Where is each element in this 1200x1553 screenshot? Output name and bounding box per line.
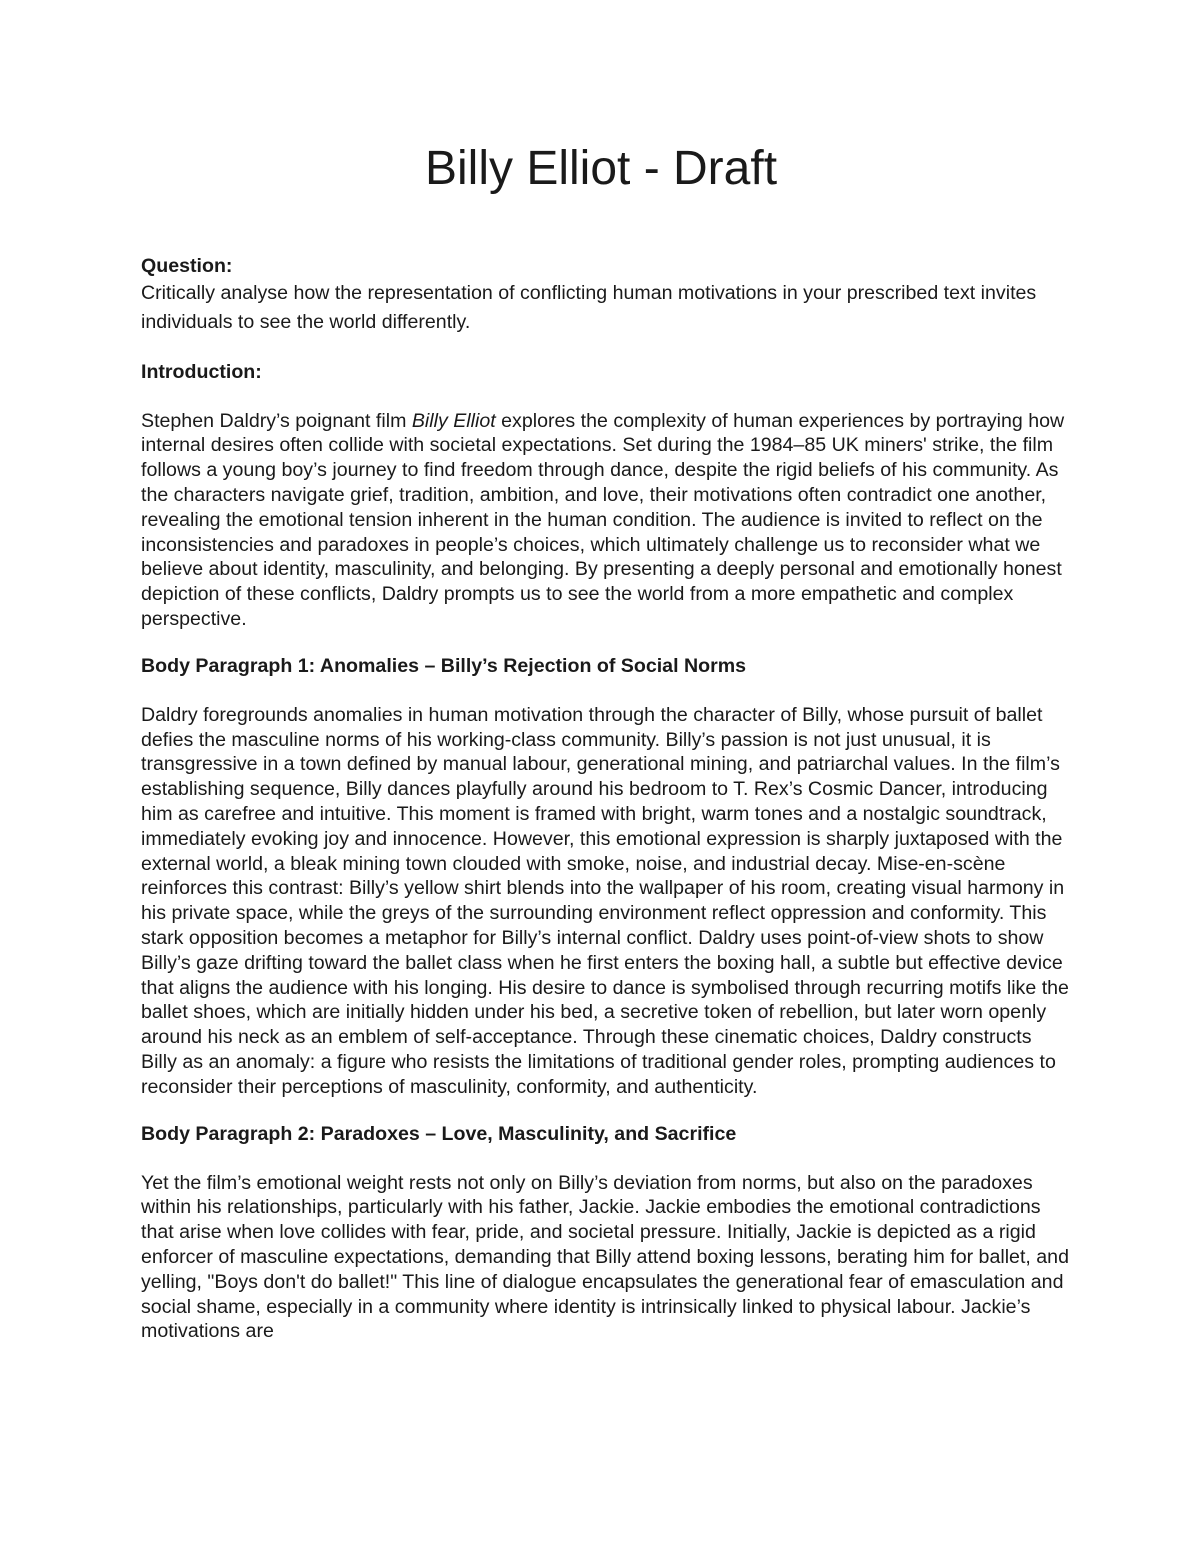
body-paragraph-2-heading: Body Paragraph 2: Paradoxes – Love, Masculinity, and Sacrifice — [141, 1122, 737, 1145]
body-paragraph-1-heading: Body Paragraph 1: Anomalies – Billy’s Rejection of Social Norms — [141, 654, 747, 677]
question-label: Question: — [141, 254, 233, 277]
intro-text-rest: explores the complexity of human experiences by portraying how internal desires often collide with societal expectations. Set during the 1984–85 UK miners' strike, the film follows a young boy’s journey to find freedom through dance, despite the rigid beliefs of his community. As the characters navigate grief, tradition, ambition, and love, their motivations often contradict one another, revealing the emotional tension inherent in the human condition. The audience is invited to reflect on the inconsistencies and paradoxes in people’s choices, which ultimately challenge us to reconsider what we believe about identity, masculinity, and belonging. By presenting a deeply personal and emotionally honest depiction of these conflicts, Daldry prompts us to see the world from a more empathetic and complex perspective. — [141, 409, 1065, 630]
body-paragraph-1: Daldry foregrounds anomalies in human motivation through the character of Billy, whose pursuit of ballet defies the masculine norms of his working-class community. Billy’s passion is not just unusual, it is transgressive in a town defined by manual labour, generational mining, and patriarchal values. In the film’s establishing sequence, Billy dances playfully around his bedroom to T. Rex’s Cosmic Dancer, introducing him as carefree and intuitive. This moment is framed with bright, warm tones and a nostalgic soundtrack, immediately evoking joy and innocence. However, this emotional expression is sharply juxtaposed with the external world, a bleak mining town clouded with smoke, noise, and industrial decay. Mise-en-scène reinforces this contrast: Billy’s yellow shirt blends into the wallpaper of his room, creating visual harmony in his private space, while the greys of the surrounding environment reflect oppression and conformity. This stark opposition becomes a metaphor for Billy’s internal conflict. Daldry uses point-of-view shots to show Billy’s gaze drifting toward the ballet class when he first enters the boxing hall, a subtle but effective device that aligns the audience with his longing. His desire to dance is symbolised through recurring motifs like the ballet shoes, which are initially hidden under his bed, a secretive token of rebellion, but later worn openly around his neck as an emblem of self-acceptance. Through these cinematic choices, Daldry constructs Billy as an anomaly: a figure who resists the limitations of traditional gender roles, prompting audiences to reconsider their perceptions of masculinity, conformity, and authenticity. — [141, 703, 1069, 1098]
introduction-label: Introduction: — [141, 360, 262, 383]
question-text: Critically analyse how the representation of conflicting human motivations in your prescribed text invites individuals to see the world differently. — [141, 281, 1037, 333]
page-title: Billy Elliot - Draft — [424, 142, 778, 195]
document-body — [141, 140, 1071, 1344]
film-title-italic: Billy Elliot — [411, 409, 496, 432]
intro-text-start: Stephen Daldry’s poignant film — [141, 409, 412, 432]
body-paragraph-2: Yet the film’s emotional weight rests not only on Billy’s deviation from norms, but also on the paradoxes within his relationships, particularly with his father, Jackie. Jackie embodies the emotional contradictions that arise when love collides with fear, pride, and societal pressure. Initially, Jackie is depicted as a rigid enforcer of masculine expectations, demanding that Billy attend boxing lessons, berating him for ballet, and yelling, "Boys don't do ballet!" This line of dialogue encapsulates the generational fear of emasculation and social shame, especially in a community where identity is intrinsically linked to physical labour. Jackie’s motivations are — [141, 1171, 1069, 1343]
introduction-paragraph — [141, 409, 1071, 632]
